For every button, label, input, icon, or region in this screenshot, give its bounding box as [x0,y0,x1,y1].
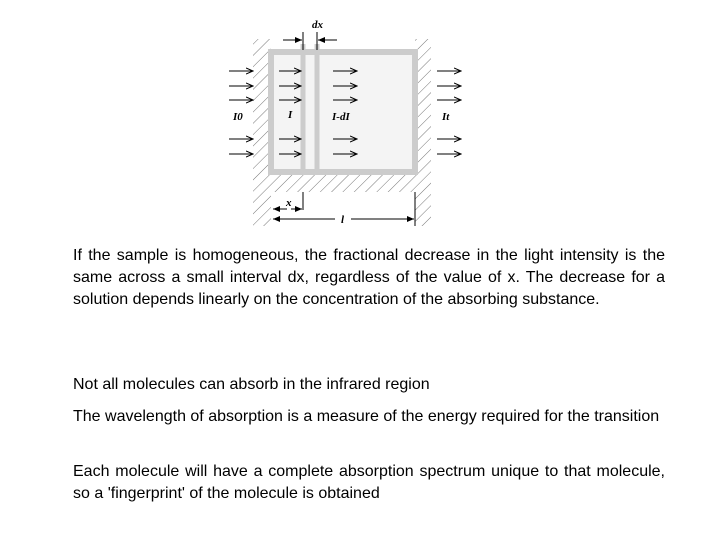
x-label: x [286,197,292,209]
l-label: l [341,214,345,226]
i-minus-di-label: I-dI [332,111,350,123]
paragraph-homogeneous: If the sample is homogeneous, the fractional decrease in the light intensity is the same across a small interval dx, regardless of the value of x. The decrease for a solution depends linearly on the concentration of the absorbing substance. [73,247,665,308]
absorption-cell-diagram [215,14,475,234]
paragraph-fingerprint: Each molecule will have a complete absorption spectrum unique to that molecule, so a 'fingerprint' of the molecule is obtained [73,463,665,502]
i0-label: I0 [233,111,243,123]
i-label: I [288,109,293,121]
dx-label: dx [312,19,323,31]
it-label: It [442,111,450,123]
paragraph-wavelength: The wavelength of absorption is a measure of the energy required for the transition [73,408,660,425]
paragraph-infrared: Not all molecules can absorb in the infrared region [73,376,430,393]
